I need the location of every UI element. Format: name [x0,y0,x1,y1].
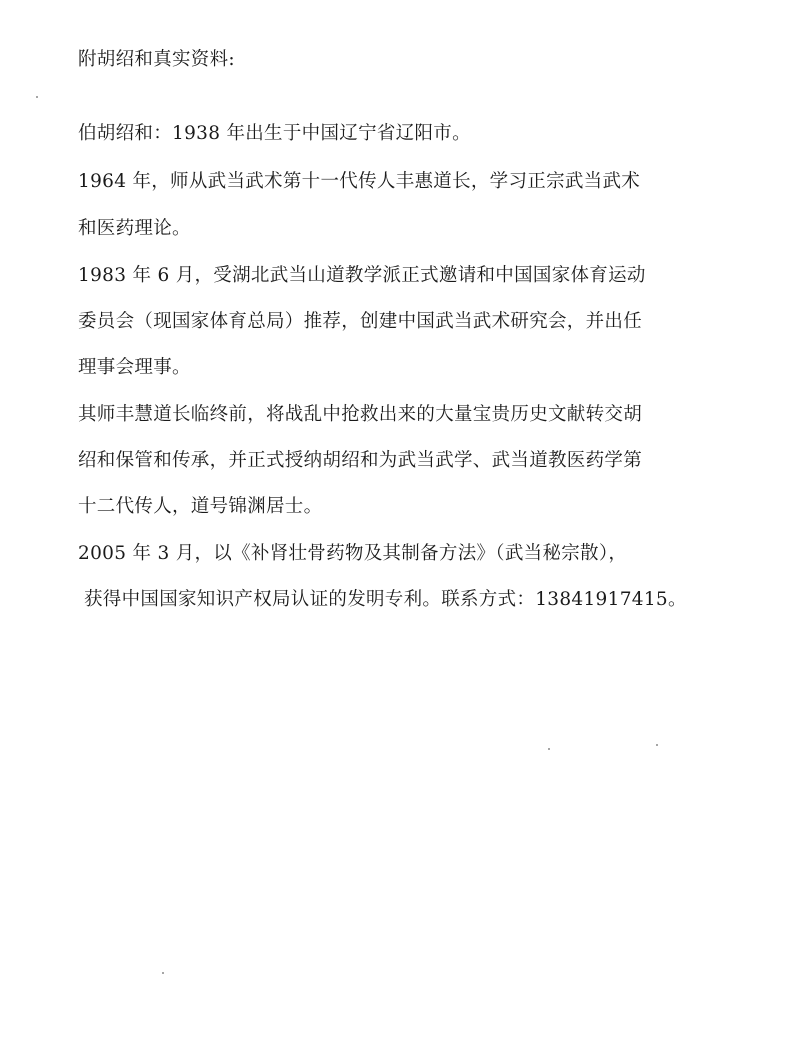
paragraph-2005-line-2: 获得中国国家知识产权局认证的发明专利。联系方式：13841917415。 [84,589,687,610]
document-heading: 附胡绍和真实资料: [78,49,235,70]
paragraph-master-line-2: 绍和保管和传承，并正式授纳胡绍和为武当武学、武当道教医药学第 [78,450,643,471]
paragraph-1964-line-1: 1964 年，师从武当武术第十一代传人丰惠道长，学习正宗武当武术 [78,171,641,192]
paragraph-1983-line-1: 1983 年 6 月，受湖北武当山道教学派正式邀请和中国国家体育运动 [78,265,646,286]
paragraph-1983-line-3: 理事会理事。 [78,357,191,378]
paragraph-master-line-3: 十二代传人，道号锦渊居士。 [78,496,323,517]
scan-speck [36,96,38,98]
paragraph-2005-line-1: 2005 年 3 月，以《补肾壮骨药物及其制备方法》（武当秘宗散）， [78,543,628,564]
paragraph-master-line-1: 其师丰慧道长临终前，将战乱中抢救出来的大量宝贵历史文献转交胡 [78,404,643,425]
paragraph-birth-line-1: 伯胡绍和：1938 年出生于中国辽宁省辽阳市。 [78,123,471,144]
paragraph-1983-line-2: 委员会（现国家体育总局）推荐，创建中国武当武术研究会，并出任 [78,311,643,332]
paragraph-1964-line-2: 和医药理论。 [78,218,191,239]
scan-speck [548,748,550,750]
scan-speck [656,744,658,746]
scan-speck [162,972,164,974]
